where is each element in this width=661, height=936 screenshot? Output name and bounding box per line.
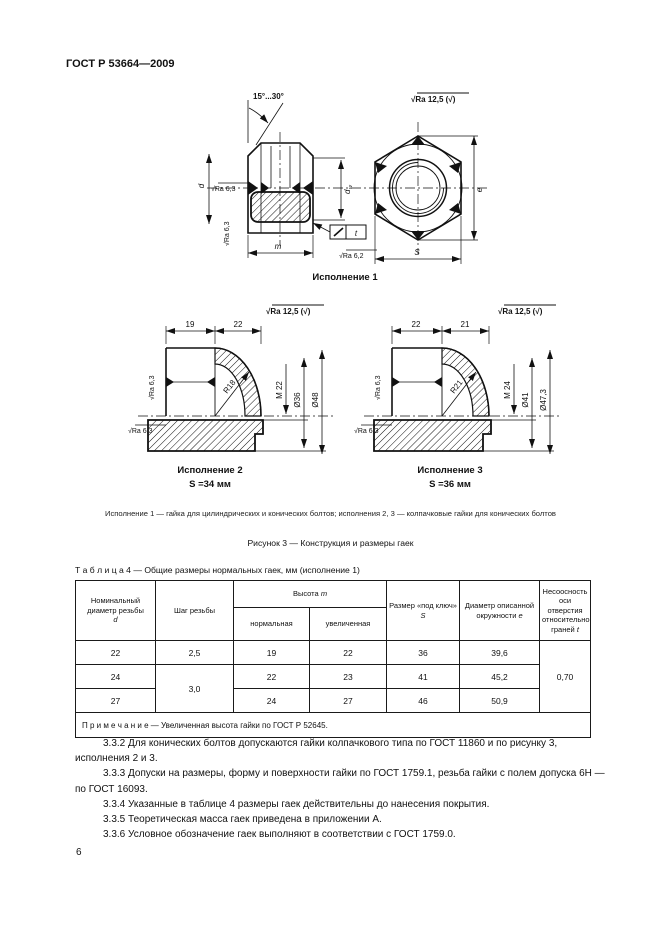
radius-label: R18 [221,378,238,396]
ra-bottom-mark: √Ra 6,3 [128,428,153,435]
table-row: 24 3,0 22 23 41 45,2 [76,665,591,689]
angle-label: 15°...30° [253,92,284,101]
dw-label [343,184,354,194]
variant3-s-note: S =36 мм [429,479,471,490]
dim2-label: 22 [233,320,243,329]
svg-text:d: d [343,189,352,194]
d-label: d [197,183,206,189]
ra-general-mark: √Ra 12,5 (√) [411,95,456,104]
header-diameter: Номинальный диаметр резьбы d [76,581,156,641]
ra-side-mark: √Ra 6,3 [375,375,382,400]
e-label: e [475,187,484,193]
m-label: m [274,242,282,251]
figure-legend: Исполнение 1 — гайка для цилиндрических и конических болтов; исполнения 2, 3 — колпачковые гайки для конических болтов [105,509,556,518]
table-note-row [76,713,591,738]
variant2-caption: Исполнение 2 [177,465,243,476]
dia2-label: Ø48 [311,392,320,408]
dia2-label: Ø47,3 [539,389,548,411]
svg-text:w: w [348,185,354,189]
standard-code: ГОСТ Р 53664—2009 [66,58,175,70]
table-title: Т а б л и ц а 4 — Общие размеры нормальных гаек, мм (исполнение 1) [75,565,360,575]
variant2-s-note: S =34 мм [189,479,231,490]
dia1-label: Ø36 [293,392,302,408]
paragraph-3-3-6: 3.3.6 Условное обозначение гаек выполняют в соответствии с ГОСТ 1759.0. [103,829,456,841]
s-label: S [414,248,420,257]
ra-side-mark: √Ra 6,3 [149,375,156,400]
drawing-variant2 [128,300,340,460]
ra-general-mark: √Ra 12,5 (√) [266,307,311,316]
thread-label: M 24 [503,381,512,399]
header-height-group: Высота m [234,581,387,608]
thread-label: M 22 [275,381,284,399]
table-row: 27 24 27 46 50,9 [76,689,591,713]
header-circumscribed: Диаметр описанной окружности e [460,581,540,641]
dia1-label: Ø41 [521,392,530,408]
ra-left-mark: √Ra 6,3 [211,186,236,193]
paragraph-3-3-4: 3.3.4 Указанные в таблице 4 размеры гаек действительны до нанесения покрытия. [103,798,490,810]
header-coaxiality: Несоосность оси отверстия относительно граней t [540,581,591,641]
drawing-variant1 [193,88,493,273]
page-number: 6 [76,847,82,858]
tolerance-label: t [354,229,358,238]
ra-bottom-mark: √Ra 6,3 [354,428,379,435]
header-pitch: Шаг резьбы [156,581,234,641]
dimensions-table [75,580,591,738]
figure-caption: Рисунок 3 — Конструкция и размеры гаек [247,538,414,548]
paragraph-3-3-3: 3.3.3 Допуски на размеры, форму и поверхности гайки по ГОСТ 1759.1, резьба гайки с полем допуска 6Н — по ГОСТ 16093. [75,768,605,795]
ra-bottom-mark: √Ra 6,2 [339,253,364,260]
drawing-variant3 [352,300,572,460]
nut-face-view [374,93,484,264]
dim1-label: 19 [185,320,195,329]
dim1-label: 22 [411,320,421,329]
paragraph-3-3-2: 3.3.2 Для конических болтов допускаются гайки колпачкового типа по ГОСТ 11860 и по рисунку 3, исполнения 2 и 3. [75,738,558,765]
body-text [75,736,605,842]
header-height-increased: увеличенная [310,608,387,641]
dim2-label: 21 [460,320,470,329]
header-wrench-size: Размер «под ключ» S [387,581,460,641]
variant3-caption: Исполнение 3 [417,465,483,476]
header-height-normal: нормальная [234,608,310,641]
paragraph-3-3-5: 3.3.5 Теоретическая масса гаек приведена в приложении А. [103,813,382,825]
nut-section-view [197,92,377,260]
ra-general-mark: √Ra 12,5 (√) [498,307,543,316]
table-note: П р и м е ч а н и е — Увеличенная высота гайки по ГОСТ Р 52645. [76,713,591,738]
radius-label: R21 [448,378,465,396]
variant1-caption: Исполнение 1 [312,272,378,283]
ra-side-mark: √Ra 6,3 [224,221,231,246]
table-row: 22 2,5 19 22 36 39,6 0,70 [76,641,591,665]
